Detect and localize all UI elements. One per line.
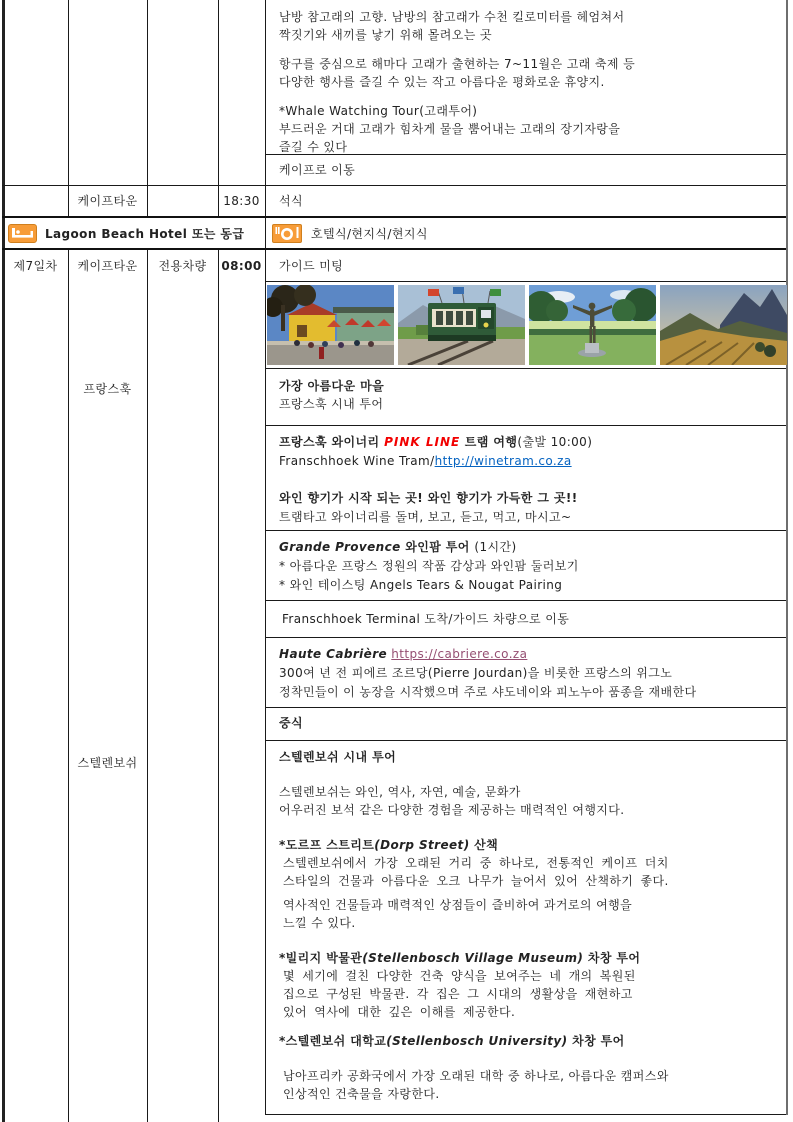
whale-text-line: 짝짓기와 새끼를 낳기 위해 몰려오는 곳 [279,28,492,42]
tram-slogan: 와인 향기가 시작 되는 곳! 와인 향기가 가득한 그 곳!! [279,491,578,505]
dorp-body-line: 역사적인 건물들과 매력적인 상점들이 즐비하여 과거로의 여행을 [283,898,633,912]
cabriere-link[interactable]: https://cabriere.co.za [391,647,528,661]
museum-body-line: 몇 세기에 걸친 다양한 건축 양식을 보여주는 네 개의 복원된 [283,969,636,983]
tram-desc: 트램타고 와이너리를 돌며, 보고, 듣고, 먹고, 마시고~ [279,510,572,524]
day7-location-cell: 케이프타운 [77,259,138,273]
village-museum-title: *빌리지 박물관(Stellenbosch Village Museum) 차창 투어 [279,951,641,965]
haute-body-line: 정착민들이 이 농장을 시작했으며 주로 샤도네이와 피노누아 품종을 재배한다 [279,685,697,699]
dinner-location-cell: 케이프타운 [77,194,138,208]
hotel-bed-icon [8,224,37,243]
village-tour-block [266,377,787,413]
photo-garden-statue [529,285,656,365]
university-body-line: 남아프리카 공화국에서 가장 오래된 대학 중 하나로, 아름다운 캠퍼스와 [283,1069,669,1083]
photo-vineyard-mountains [660,285,787,365]
meals-dining-icon [272,224,302,243]
pink-line-brand: PINK LINE [384,435,461,449]
photo-wine-tram [398,285,525,365]
stellenbosch-label: 스텔렌보쉬 [77,755,138,770]
grande-brand: Grande Provence [279,540,401,554]
dorp-body-line: 느낄 수 있다. [283,916,356,930]
university-title: *스텔렌보쉬 대학교(Stellenbosch University) 차창 투어 [279,1034,625,1048]
whale-text-line: 다양한 행사를 즐길 수 있는 작고 아름다운 평화로운 휴양지. [279,75,605,89]
haute-title-line [279,645,779,664]
grande-provence-block [266,538,787,595]
dinner-time-cell: 18:30 [223,193,260,208]
wine-tram-block [266,433,787,527]
franschhoek-label: 프랑스훅 [83,381,132,396]
whale-text-line: 부드러운 거대 고래가 힘차게 물을 뿜어내는 고래의 장기자랑을 [279,122,621,136]
village-subtitle: 프랑스훅 시내 투어 [279,397,384,411]
museum-body-line: 집으로 구성된 박물관. 각 집은 그 시대의 생활상을 재현하고 [283,987,633,1001]
grande-bullet: * 아름다운 프랑스 정원의 작품 감상과 와인팜 둘러보기 [279,559,579,573]
day7-transport-cell: 전용차량 [158,259,207,273]
stellenbosch-title: 스텔렌보쉬 시내 투어 [279,750,397,764]
whale-description-block [266,8,787,156]
photo-street-cafe [267,285,394,365]
stellenbosch-intro-line: 어우러진 보석 같은 다양한 경험을 제공하는 매력적인 여행지다. [279,803,625,817]
whale-tour-title: *Whale Watching Tour(고래투어) [279,104,478,118]
lunch-row: 중식 [279,716,303,730]
move-to-cape-row: 케이프로 이동 [279,163,356,177]
grande-title-line: Grande Provence 와인팜 투어 (1시간) [279,540,517,554]
haute-brand: Haute Cabrière [279,647,388,661]
haute-cabriere-block [266,645,787,702]
dorp-street-title: *도르프 스트리트(Dorp Street) 산책 [279,838,499,852]
guide-meeting-cell: 가이드 미팅 [279,259,344,273]
tram-title-line: 프랑스훅 와이너리 PINK LINE 트램 여행(출발 10:00) [279,435,593,449]
hotel-row-meals [272,217,782,249]
day-number-cell: 제7일차 [13,259,58,273]
terminal-row: Franschhoek Terminal 도착/가이드 차량으로 이동 [282,612,570,626]
photo-strip [267,285,787,365]
dorp-body-line: 스타일의 건물과 아름다운 오크 나무가 늘어서 있어 산책하기 좋다. [283,874,669,888]
table-left-border [2,0,5,1122]
whale-text-line: 항구를 중심으로 해마다 고래가 출현하는 7~11월은 고래 축제 등 [279,57,636,71]
dorp-body-line: 스텔렌보쉬에서 가장 오래된 거리 중 하나로, 전통적인 케이프 더치 [283,856,669,870]
hotel-name: Lagoon Beach Hotel 또는 동급 [45,226,245,241]
university-body-line: 인상적인 건축물을 자랑한다. [283,1087,440,1101]
day7-time-cell: 08:00 [221,258,262,273]
hotel-row-left [8,217,263,249]
grande-bullet: * 와인 테이스팅 Angels Tears & Nougat Pairing [279,578,563,592]
dinner-desc-cell: 석식 [279,194,303,208]
tram-link-line: Franschhoek Wine Tram/http://winetram.co.za [279,454,572,468]
meals-text: 호텔식/현지식/현지식 [311,226,428,241]
whale-text-line: 즐길 수 있다 [279,140,348,154]
haute-body-line: 300여 년 전 피에르 조르당(Pierre Jourdan)을 비롯한 프랑스의 위그노 [279,666,673,680]
village-title: 가장 아름다운 마을 [279,379,385,393]
stellenbosch-intro-line: 스텔렌보쉬는 와인, 역사, 자연, 예술, 문화가 [279,785,521,799]
stellenbosch-block [266,748,787,1103]
winetram-link[interactable]: http://winetram.co.za [434,454,572,468]
museum-body-line: 있어 역사에 대한 깊은 이해를 제공한다. [283,1005,516,1019]
whale-text-line: 남방 참고래의 고향. 남방의 참고래가 수천 킬로미터를 헤엄쳐서 [279,10,625,24]
